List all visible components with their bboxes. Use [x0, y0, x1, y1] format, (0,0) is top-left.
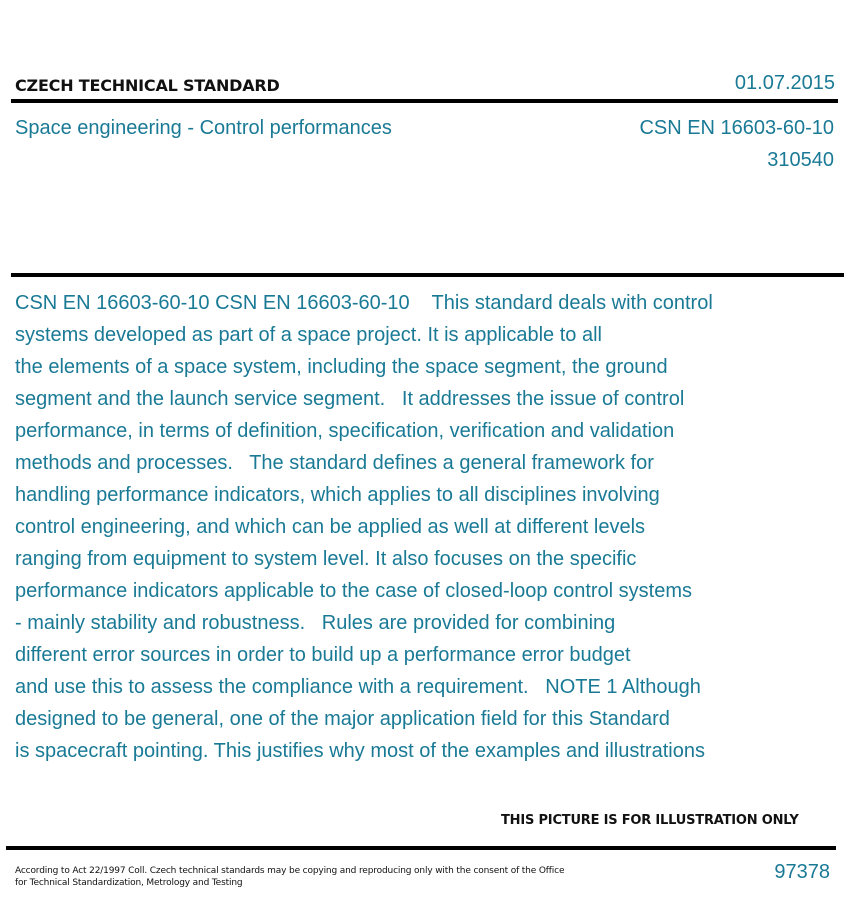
document-number: 97378 [774, 861, 830, 883]
top-divider [11, 99, 838, 103]
middle-divider [11, 273, 844, 277]
abstract-line: CSN EN 16603-60-10 CSN EN 16603-60-10 This standard deals with control [15, 292, 713, 314]
legal-notice-line: for Technical Standardization, Metrology and Testing [15, 878, 243, 888]
abstract-line: different error sources in order to build up a performance error budget [15, 644, 631, 666]
standard-code: CSN EN 16603-60-10 [639, 117, 834, 139]
standard-label: CZECH TECHNICAL STANDARD [15, 76, 280, 95]
abstract-line: is spacecraft pointing. This justifies why most of the examples and illustrations [15, 740, 705, 762]
abstract-text [15, 287, 855, 767]
publication-date: 01.07.2015 [734, 72, 835, 94]
abstract-line: ranging from equipment to system level. It also focuses on the specific [15, 548, 637, 570]
abstract-line: performance indicators applicable to the case of closed-loop control systems [15, 580, 693, 602]
abstract-line: performance, in terms of definition, specification, verification and validation [15, 420, 675, 442]
abstract-line: the elements of a space system, including the space segment, the ground [15, 356, 668, 378]
illustration-notice: THIS PICTURE IS FOR ILLUSTRATION ONLY [501, 813, 799, 828]
abstract-line: and use this to assess the compliance with a requirement. NOTE 1 Although [15, 676, 701, 698]
abstract-line: designed to be general, one of the major application field for this Standard [15, 708, 670, 730]
abstract-line: - mainly stability and robustness. Rules are provided for combining [15, 612, 616, 634]
bottom-divider [6, 846, 836, 850]
abstract-line: handling performance indicators, which applies to all disciplines involving [15, 484, 660, 506]
legal-notice-line: According to Act 22/1997 Coll. Czech technical standards may be copying and reproducing only with the consent of the Office [15, 866, 565, 876]
legal-notice [15, 865, 564, 889]
abstract-line: control engineering, and which can be applied as well at different levels [15, 516, 646, 538]
abstract-line: methods and processes. The standard defines a general framework for [15, 452, 654, 474]
standard-title: Space engineering - Control performances [15, 117, 392, 139]
abstract-line: segment and the launch service segment. It addresses the issue of control [15, 388, 685, 410]
classification-code: 310540 [767, 149, 834, 171]
abstract-line: systems developed as part of a space project. It is applicable to all [15, 324, 602, 346]
